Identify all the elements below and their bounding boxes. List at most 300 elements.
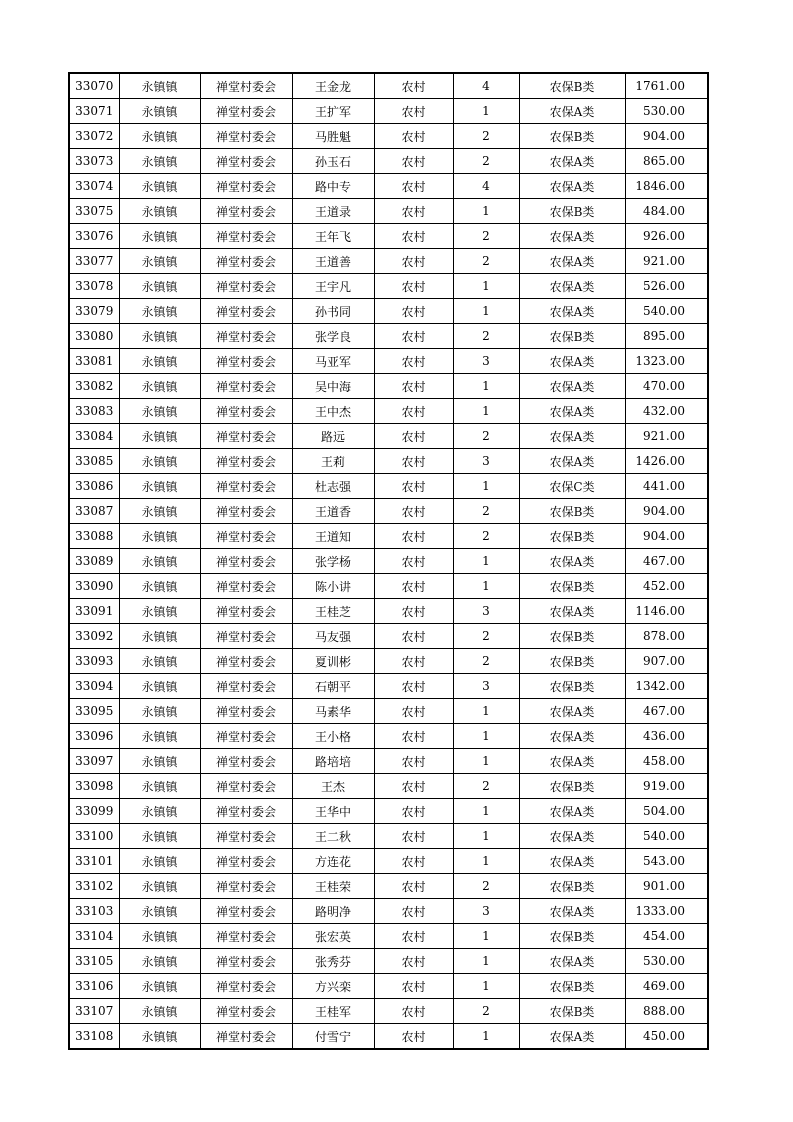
- village-committee-cell: 禅堂村委会: [200, 674, 292, 699]
- household-size-cell: 1: [453, 199, 519, 224]
- village-committee-cell: 禅堂村委会: [200, 149, 292, 174]
- village-committee-cell: 禅堂村委会: [200, 274, 292, 299]
- household-size-cell: 1: [453, 274, 519, 299]
- household-size-cell: 2: [453, 774, 519, 799]
- amount-cell: 921.00: [625, 249, 708, 274]
- town-cell: 永镇镇: [119, 149, 200, 174]
- table-row: [69, 574, 708, 599]
- town-cell: 永镇镇: [119, 73, 200, 99]
- table-row: [69, 249, 708, 274]
- area-type-cell: 农村: [374, 974, 453, 999]
- village-committee-cell: 禅堂村委会: [200, 199, 292, 224]
- insurance-category-cell: 农保B类: [519, 874, 625, 899]
- amount-cell: 1342.00: [625, 674, 708, 699]
- table-row: [69, 124, 708, 149]
- amount-cell: 904.00: [625, 499, 708, 524]
- record-id-cell: 33101: [69, 849, 119, 874]
- town-cell: 永镇镇: [119, 749, 200, 774]
- village-committee-cell: 禅堂村委会: [200, 124, 292, 149]
- record-id-cell: 33107: [69, 999, 119, 1024]
- town-cell: 永镇镇: [119, 249, 200, 274]
- name-cell: 陈小讲: [292, 574, 374, 599]
- name-cell: 王宇凡: [292, 274, 374, 299]
- village-committee-cell: 禅堂村委会: [200, 799, 292, 824]
- name-cell: 马亚军: [292, 349, 374, 374]
- village-committee-cell: 禅堂村委会: [200, 299, 292, 324]
- amount-cell: 921.00: [625, 424, 708, 449]
- insurance-category-cell: 农保A类: [519, 1024, 625, 1050]
- name-cell: 路培培: [292, 749, 374, 774]
- record-id-cell: 33081: [69, 349, 119, 374]
- table-row: [69, 599, 708, 624]
- amount-cell: 526.00: [625, 274, 708, 299]
- amount-cell: 530.00: [625, 949, 708, 974]
- insurance-category-cell: 农保A类: [519, 899, 625, 924]
- insurance-category-cell: 农保A类: [519, 299, 625, 324]
- area-type-cell: 农村: [374, 799, 453, 824]
- insurance-category-cell: 农保B类: [519, 73, 625, 99]
- amount-cell: 458.00: [625, 749, 708, 774]
- name-cell: 孙玉石: [292, 149, 374, 174]
- area-type-cell: 农村: [374, 399, 453, 424]
- table-row: [69, 699, 708, 724]
- household-size-cell: 1: [453, 699, 519, 724]
- village-committee-cell: 禅堂村委会: [200, 99, 292, 124]
- area-type-cell: 农村: [374, 624, 453, 649]
- name-cell: 王道知: [292, 524, 374, 549]
- amount-cell: 1323.00: [625, 349, 708, 374]
- name-cell: 王金龙: [292, 73, 374, 99]
- area-type-cell: 农村: [374, 449, 453, 474]
- record-id-cell: 33087: [69, 499, 119, 524]
- name-cell: 王小格: [292, 724, 374, 749]
- name-cell: 张学杨: [292, 549, 374, 574]
- record-id-cell: 33097: [69, 749, 119, 774]
- table-row: [69, 924, 708, 949]
- insurance-category-cell: 农保B类: [519, 499, 625, 524]
- household-size-cell: 3: [453, 674, 519, 699]
- record-id-cell: 33102: [69, 874, 119, 899]
- amount-cell: 441.00: [625, 474, 708, 499]
- household-size-cell: 1: [453, 749, 519, 774]
- amount-cell: 450.00: [625, 1024, 708, 1050]
- insurance-category-cell: 农保A类: [519, 949, 625, 974]
- area-type-cell: 农村: [374, 724, 453, 749]
- amount-cell: 1761.00: [625, 73, 708, 99]
- table-row: [69, 899, 708, 924]
- insurance-category-cell: 农保B类: [519, 574, 625, 599]
- household-size-cell: 2: [453, 499, 519, 524]
- amount-cell: 452.00: [625, 574, 708, 599]
- area-type-cell: 农村: [374, 999, 453, 1024]
- name-cell: 张宏英: [292, 924, 374, 949]
- record-id-cell: 33100: [69, 824, 119, 849]
- table-row: [69, 149, 708, 174]
- area-type-cell: 农村: [374, 674, 453, 699]
- table-row: [69, 524, 708, 549]
- insurance-category-cell: 农保B类: [519, 924, 625, 949]
- town-cell: 永镇镇: [119, 1024, 200, 1050]
- village-committee-cell: 禅堂村委会: [200, 774, 292, 799]
- insurance-category-cell: 农保B类: [519, 324, 625, 349]
- town-cell: 永镇镇: [119, 649, 200, 674]
- village-committee-cell: 禅堂村委会: [200, 574, 292, 599]
- insurance-category-cell: 农保A类: [519, 724, 625, 749]
- town-cell: 永镇镇: [119, 499, 200, 524]
- household-size-cell: 3: [453, 899, 519, 924]
- household-size-cell: 1: [453, 824, 519, 849]
- table-row: [69, 549, 708, 574]
- area-type-cell: 农村: [374, 499, 453, 524]
- record-id-cell: 33076: [69, 224, 119, 249]
- record-id-cell: 33086: [69, 474, 119, 499]
- town-cell: 永镇镇: [119, 199, 200, 224]
- town-cell: 永镇镇: [119, 349, 200, 374]
- amount-cell: 926.00: [625, 224, 708, 249]
- household-size-cell: 1: [453, 374, 519, 399]
- insurance-category-cell: 农保C类: [519, 474, 625, 499]
- amount-cell: 436.00: [625, 724, 708, 749]
- town-cell: 永镇镇: [119, 374, 200, 399]
- amount-cell: 904.00: [625, 524, 708, 549]
- table-row: [69, 99, 708, 124]
- town-cell: 永镇镇: [119, 474, 200, 499]
- name-cell: 马友强: [292, 624, 374, 649]
- record-id-cell: 33093: [69, 649, 119, 674]
- name-cell: 王年飞: [292, 224, 374, 249]
- town-cell: 永镇镇: [119, 99, 200, 124]
- town-cell: 永镇镇: [119, 399, 200, 424]
- record-id-cell: 33082: [69, 374, 119, 399]
- table-row: [69, 674, 708, 699]
- name-cell: 王扩军: [292, 99, 374, 124]
- record-id-cell: 33092: [69, 624, 119, 649]
- insurance-category-cell: 农保B类: [519, 674, 625, 699]
- area-type-cell: 农村: [374, 174, 453, 199]
- insurance-category-cell: 农保A类: [519, 249, 625, 274]
- name-cell: 路明净: [292, 899, 374, 924]
- town-cell: 永镇镇: [119, 424, 200, 449]
- household-size-cell: 1: [453, 924, 519, 949]
- insurance-category-cell: 农保A类: [519, 374, 625, 399]
- insurance-category-cell: 农保B类: [519, 124, 625, 149]
- area-type-cell: 农村: [374, 349, 453, 374]
- insurance-category-cell: 农保A类: [519, 799, 625, 824]
- name-cell: 吴中海: [292, 374, 374, 399]
- village-committee-cell: 禅堂村委会: [200, 649, 292, 674]
- household-size-cell: 4: [453, 73, 519, 99]
- village-committee-cell: 禅堂村委会: [200, 899, 292, 924]
- table-row: [69, 73, 708, 99]
- insurance-category-cell: 农保B类: [519, 974, 625, 999]
- record-id-cell: 33103: [69, 899, 119, 924]
- name-cell: 王杰: [292, 774, 374, 799]
- town-cell: 永镇镇: [119, 574, 200, 599]
- area-type-cell: 农村: [374, 324, 453, 349]
- town-cell: 永镇镇: [119, 999, 200, 1024]
- household-size-cell: 3: [453, 599, 519, 624]
- name-cell: 路远: [292, 424, 374, 449]
- village-committee-cell: 禅堂村委会: [200, 474, 292, 499]
- town-cell: 永镇镇: [119, 224, 200, 249]
- town-cell: 永镇镇: [119, 549, 200, 574]
- roster-table-body: [69, 73, 708, 1049]
- village-committee-cell: 禅堂村委会: [200, 849, 292, 874]
- area-type-cell: 农村: [374, 249, 453, 274]
- record-id-cell: 33104: [69, 924, 119, 949]
- amount-cell: 878.00: [625, 624, 708, 649]
- household-size-cell: 2: [453, 124, 519, 149]
- household-size-cell: 4: [453, 174, 519, 199]
- area-type-cell: 农村: [374, 124, 453, 149]
- town-cell: 永镇镇: [119, 824, 200, 849]
- town-cell: 永镇镇: [119, 974, 200, 999]
- name-cell: 王中杰: [292, 399, 374, 424]
- village-committee-cell: 禅堂村委会: [200, 549, 292, 574]
- household-size-cell: 2: [453, 324, 519, 349]
- amount-cell: 1146.00: [625, 599, 708, 624]
- record-id-cell: 33077: [69, 249, 119, 274]
- amount-cell: 469.00: [625, 974, 708, 999]
- record-id-cell: 33084: [69, 424, 119, 449]
- name-cell: 王莉: [292, 449, 374, 474]
- name-cell: 王桂芝: [292, 599, 374, 624]
- village-committee-cell: 禅堂村委会: [200, 724, 292, 749]
- household-size-cell: 2: [453, 249, 519, 274]
- insurance-category-cell: 农保A类: [519, 224, 625, 249]
- town-cell: 永镇镇: [119, 124, 200, 149]
- household-size-cell: 2: [453, 999, 519, 1024]
- village-committee-cell: 禅堂村委会: [200, 874, 292, 899]
- household-size-cell: 1: [453, 299, 519, 324]
- record-id-cell: 33072: [69, 124, 119, 149]
- table-row: [69, 1024, 708, 1050]
- town-cell: 永镇镇: [119, 674, 200, 699]
- town-cell: 永镇镇: [119, 699, 200, 724]
- record-id-cell: 33074: [69, 174, 119, 199]
- village-committee-cell: 禅堂村委会: [200, 73, 292, 99]
- name-cell: 马素华: [292, 699, 374, 724]
- table-row: [69, 399, 708, 424]
- village-committee-cell: 禅堂村委会: [200, 699, 292, 724]
- record-id-cell: 33105: [69, 949, 119, 974]
- area-type-cell: 农村: [374, 649, 453, 674]
- insurance-category-cell: 农保B类: [519, 649, 625, 674]
- amount-cell: 540.00: [625, 824, 708, 849]
- insurance-category-cell: 农保A类: [519, 749, 625, 774]
- record-id-cell: 33091: [69, 599, 119, 624]
- amount-cell: 484.00: [625, 199, 708, 224]
- table-row: [69, 624, 708, 649]
- area-type-cell: 农村: [374, 474, 453, 499]
- table-row: [69, 224, 708, 249]
- town-cell: 永镇镇: [119, 724, 200, 749]
- insurance-category-cell: 农保A类: [519, 274, 625, 299]
- household-size-cell: 1: [453, 724, 519, 749]
- area-type-cell: 农村: [374, 874, 453, 899]
- record-id-cell: 33089: [69, 549, 119, 574]
- amount-cell: 1333.00: [625, 899, 708, 924]
- table-row: [69, 949, 708, 974]
- name-cell: 王桂军: [292, 999, 374, 1024]
- record-id-cell: 33075: [69, 199, 119, 224]
- village-committee-cell: 禅堂村委会: [200, 249, 292, 274]
- village-committee-cell: 禅堂村委会: [200, 424, 292, 449]
- amount-cell: 530.00: [625, 99, 708, 124]
- area-type-cell: 农村: [374, 749, 453, 774]
- record-id-cell: 33071: [69, 99, 119, 124]
- name-cell: 王道香: [292, 499, 374, 524]
- village-committee-cell: 禅堂村委会: [200, 599, 292, 624]
- area-type-cell: 农村: [374, 949, 453, 974]
- insurance-category-cell: 农保A类: [519, 149, 625, 174]
- area-type-cell: 农村: [374, 99, 453, 124]
- insurance-category-cell: 农保A类: [519, 399, 625, 424]
- insurance-category-cell: 农保A类: [519, 824, 625, 849]
- insurance-category-cell: 农保B类: [519, 524, 625, 549]
- table-row: [69, 349, 708, 374]
- area-type-cell: 农村: [374, 599, 453, 624]
- village-committee-cell: 禅堂村委会: [200, 974, 292, 999]
- insurance-category-cell: 农保B类: [519, 199, 625, 224]
- name-cell: 付雪宁: [292, 1024, 374, 1050]
- household-size-cell: 2: [453, 424, 519, 449]
- town-cell: 永镇镇: [119, 899, 200, 924]
- area-type-cell: 农村: [374, 374, 453, 399]
- household-size-cell: 2: [453, 649, 519, 674]
- table-row: [69, 824, 708, 849]
- household-size-cell: 3: [453, 449, 519, 474]
- area-type-cell: 农村: [374, 699, 453, 724]
- table-row: [69, 774, 708, 799]
- record-id-cell: 33070: [69, 73, 119, 99]
- table-row: [69, 724, 708, 749]
- household-size-cell: 1: [453, 1024, 519, 1050]
- amount-cell: 888.00: [625, 999, 708, 1024]
- table-row: [69, 174, 708, 199]
- household-size-cell: 3: [453, 349, 519, 374]
- amount-cell: 470.00: [625, 374, 708, 399]
- household-size-cell: 2: [453, 874, 519, 899]
- record-id-cell: 33080: [69, 324, 119, 349]
- household-size-cell: 1: [453, 849, 519, 874]
- table-row: [69, 974, 708, 999]
- record-id-cell: 33096: [69, 724, 119, 749]
- name-cell: 王道录: [292, 199, 374, 224]
- record-id-cell: 33095: [69, 699, 119, 724]
- area-type-cell: 农村: [374, 149, 453, 174]
- insurance-category-cell: 农保A类: [519, 549, 625, 574]
- table-row: [69, 299, 708, 324]
- record-id-cell: 33078: [69, 274, 119, 299]
- amount-cell: 907.00: [625, 649, 708, 674]
- household-size-cell: 1: [453, 799, 519, 824]
- amount-cell: 432.00: [625, 399, 708, 424]
- village-committee-cell: 禅堂村委会: [200, 449, 292, 474]
- record-id-cell: 33106: [69, 974, 119, 999]
- record-id-cell: 33090: [69, 574, 119, 599]
- name-cell: 张学良: [292, 324, 374, 349]
- town-cell: 永镇镇: [119, 449, 200, 474]
- town-cell: 永镇镇: [119, 274, 200, 299]
- table-row: [69, 874, 708, 899]
- town-cell: 永镇镇: [119, 874, 200, 899]
- household-size-cell: 1: [453, 574, 519, 599]
- table-row: [69, 649, 708, 674]
- town-cell: 永镇镇: [119, 949, 200, 974]
- area-type-cell: 农村: [374, 1024, 453, 1050]
- table-row: [69, 449, 708, 474]
- amount-cell: 467.00: [625, 699, 708, 724]
- village-committee-cell: 禅堂村委会: [200, 824, 292, 849]
- insurance-category-cell: 农保A类: [519, 424, 625, 449]
- record-id-cell: 33085: [69, 449, 119, 474]
- record-id-cell: 33088: [69, 524, 119, 549]
- town-cell: 永镇镇: [119, 624, 200, 649]
- village-committee-cell: 禅堂村委会: [200, 374, 292, 399]
- name-cell: 夏训彬: [292, 649, 374, 674]
- village-committee-cell: 禅堂村委会: [200, 999, 292, 1024]
- amount-cell: 919.00: [625, 774, 708, 799]
- village-committee-cell: 禅堂村委会: [200, 524, 292, 549]
- town-cell: 永镇镇: [119, 524, 200, 549]
- name-cell: 王华中: [292, 799, 374, 824]
- record-id-cell: 33094: [69, 674, 119, 699]
- amount-cell: 865.00: [625, 149, 708, 174]
- table-row: [69, 999, 708, 1024]
- area-type-cell: 农村: [374, 924, 453, 949]
- table-row: [69, 324, 708, 349]
- village-committee-cell: 禅堂村委会: [200, 749, 292, 774]
- amount-cell: 467.00: [625, 549, 708, 574]
- village-committee-cell: 禅堂村委会: [200, 499, 292, 524]
- household-size-cell: 2: [453, 149, 519, 174]
- roster-table: [68, 72, 709, 1050]
- insurance-category-cell: 农保A类: [519, 349, 625, 374]
- name-cell: 王二秋: [292, 824, 374, 849]
- record-id-cell: 33079: [69, 299, 119, 324]
- area-type-cell: 农村: [374, 549, 453, 574]
- village-committee-cell: 禅堂村委会: [200, 1024, 292, 1050]
- record-id-cell: 33098: [69, 774, 119, 799]
- record-id-cell: 33108: [69, 1024, 119, 1050]
- record-id-cell: 33083: [69, 399, 119, 424]
- area-type-cell: 农村: [374, 73, 453, 99]
- area-type-cell: 农村: [374, 824, 453, 849]
- household-size-cell: 1: [453, 399, 519, 424]
- town-cell: 永镇镇: [119, 924, 200, 949]
- name-cell: 马胜魁: [292, 124, 374, 149]
- village-committee-cell: 禅堂村委会: [200, 399, 292, 424]
- household-size-cell: 2: [453, 224, 519, 249]
- table-row: [69, 374, 708, 399]
- table-row: [69, 199, 708, 224]
- household-size-cell: 2: [453, 524, 519, 549]
- table-row: [69, 849, 708, 874]
- insurance-category-cell: 农保A类: [519, 99, 625, 124]
- area-type-cell: 农村: [374, 574, 453, 599]
- area-type-cell: 农村: [374, 424, 453, 449]
- name-cell: 张秀芬: [292, 949, 374, 974]
- village-committee-cell: 禅堂村委会: [200, 324, 292, 349]
- household-size-cell: 2: [453, 624, 519, 649]
- area-type-cell: 农村: [374, 274, 453, 299]
- name-cell: 路中专: [292, 174, 374, 199]
- town-cell: 永镇镇: [119, 849, 200, 874]
- household-size-cell: 1: [453, 549, 519, 574]
- area-type-cell: 农村: [374, 774, 453, 799]
- insurance-category-cell: 农保B类: [519, 624, 625, 649]
